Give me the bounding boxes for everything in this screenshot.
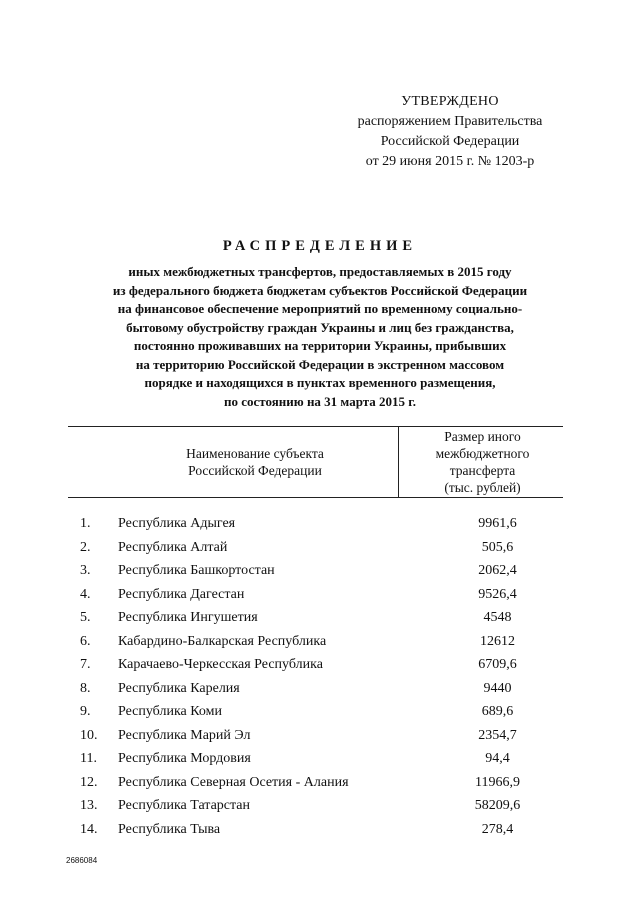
document-title: РАСПРЕДЕЛЕНИЕ (222, 238, 418, 254)
row-value: 9526,4 (478, 586, 517, 602)
row-region: Республика Коми (118, 704, 222, 719)
document-code: 2686084 (66, 856, 98, 865)
approval-stamp (340, 92, 560, 172)
header-line: Наименование субъекта (186, 446, 324, 461)
row-region: Карачаево-Черкесская Республика (118, 657, 323, 672)
row-value: 9440 (483, 680, 512, 696)
row-value: 505,6 (481, 539, 514, 555)
row-number: 14. (80, 821, 98, 837)
table-body (0, 512, 640, 841)
table-row (0, 630, 640, 654)
row-value: 4548 (483, 610, 512, 625)
row-region: Республика Адыгея (118, 516, 236, 531)
table-row (0, 700, 640, 724)
table-row (0, 771, 640, 795)
subtitle-line: порядке и находящихся в пунктах временного размещения, (144, 375, 496, 390)
row-number: 1. (80, 516, 91, 531)
table-top-rule (68, 426, 563, 427)
row-region: Республика Карелия (118, 680, 240, 696)
header-line: Размер иного (444, 429, 521, 444)
table-row (0, 512, 640, 536)
table-row (0, 536, 640, 560)
header-line: межбюджетного (435, 446, 530, 461)
row-number: 10. (80, 727, 98, 743)
row-number: 7. (80, 657, 91, 672)
subtitle-line: бытовому обустройству граждан Украины и лиц без гражданства, (126, 319, 514, 335)
row-number: 11. (80, 751, 97, 766)
table-header-rule (68, 497, 563, 498)
row-value: 94,4 (485, 751, 510, 766)
subtitle-line: по состоянию на 31 марта 2015 г. (224, 393, 416, 409)
row-number: 5. (80, 610, 91, 625)
row-value: 2354,7 (478, 727, 517, 743)
row-region: Кабардино-Балкарская Республика (118, 633, 327, 649)
column-header-region (140, 445, 370, 479)
row-number: 13. (80, 798, 98, 813)
row-number: 6. (80, 633, 91, 649)
table-row (0, 818, 640, 842)
table-row (0, 583, 640, 607)
row-value: 6709,6 (478, 657, 517, 672)
row-value: 278,4 (481, 821, 514, 837)
row-region: Республика Марий Эл (118, 727, 251, 743)
table-row (0, 559, 640, 583)
approval-line: Российской Федерации (380, 134, 520, 149)
row-value: 9961,6 (478, 516, 517, 531)
table-row (0, 794, 640, 818)
row-region: Республика Дагестан (118, 586, 245, 602)
row-number: 2. (80, 539, 91, 555)
row-number: 12. (80, 774, 98, 790)
row-region: Республика Башкортостан (118, 563, 275, 578)
approval-date: от 29 июня 2015 г. № 1203-р (365, 154, 535, 169)
row-region: Республика Северная Осетия - Алания (118, 774, 349, 790)
row-value: 11966,9 (475, 774, 520, 790)
table-row (0, 747, 640, 771)
approval-line: распоряжением Правительства (357, 114, 543, 129)
row-value: 2062,4 (478, 563, 517, 578)
row-region: Республика Татарстан (118, 798, 251, 813)
subtitle-line: постоянно проживавших на территории Украины, прибывших (133, 338, 507, 353)
row-value: 689,6 (481, 704, 514, 719)
table-row (0, 677, 640, 701)
row-number: 4. (80, 586, 91, 602)
subtitle-line: на территорию Российской Федерации в экстренном массовом (135, 356, 505, 372)
row-value: 12612 (480, 633, 515, 649)
document-subtitle (40, 263, 600, 411)
row-value: 58209,6 (474, 798, 521, 813)
header-line: Российской Федерации (188, 463, 322, 478)
row-region: Республика Мордовия (118, 751, 251, 766)
row-number: 3. (80, 563, 91, 578)
row-region: Республика Тыва (118, 821, 221, 837)
row-number: 9. (80, 704, 91, 719)
header-line: трансферта (449, 463, 516, 478)
table-column-divider (398, 426, 399, 497)
table-row (0, 606, 640, 630)
header-line: (тыс. рублей) (444, 480, 521, 495)
column-header-amount (405, 428, 560, 496)
row-region: Республика Алтай (118, 539, 228, 555)
table-row (0, 724, 640, 748)
table-row (0, 653, 640, 677)
subtitle-line: из федерального бюджета бюджетам субъектов Российской Федерации (112, 282, 528, 298)
subtitle-line: иных межбюджетных трансфертов, предоставляемых в 2015 году (128, 264, 512, 279)
row-region: Республика Ингушетия (118, 610, 258, 625)
subtitle-line: на финансовое обеспечение мероприятий по временному социально- (117, 301, 523, 316)
approval-heading: УТВЕРЖДЕНО (401, 94, 499, 109)
row-number: 8. (80, 680, 91, 696)
